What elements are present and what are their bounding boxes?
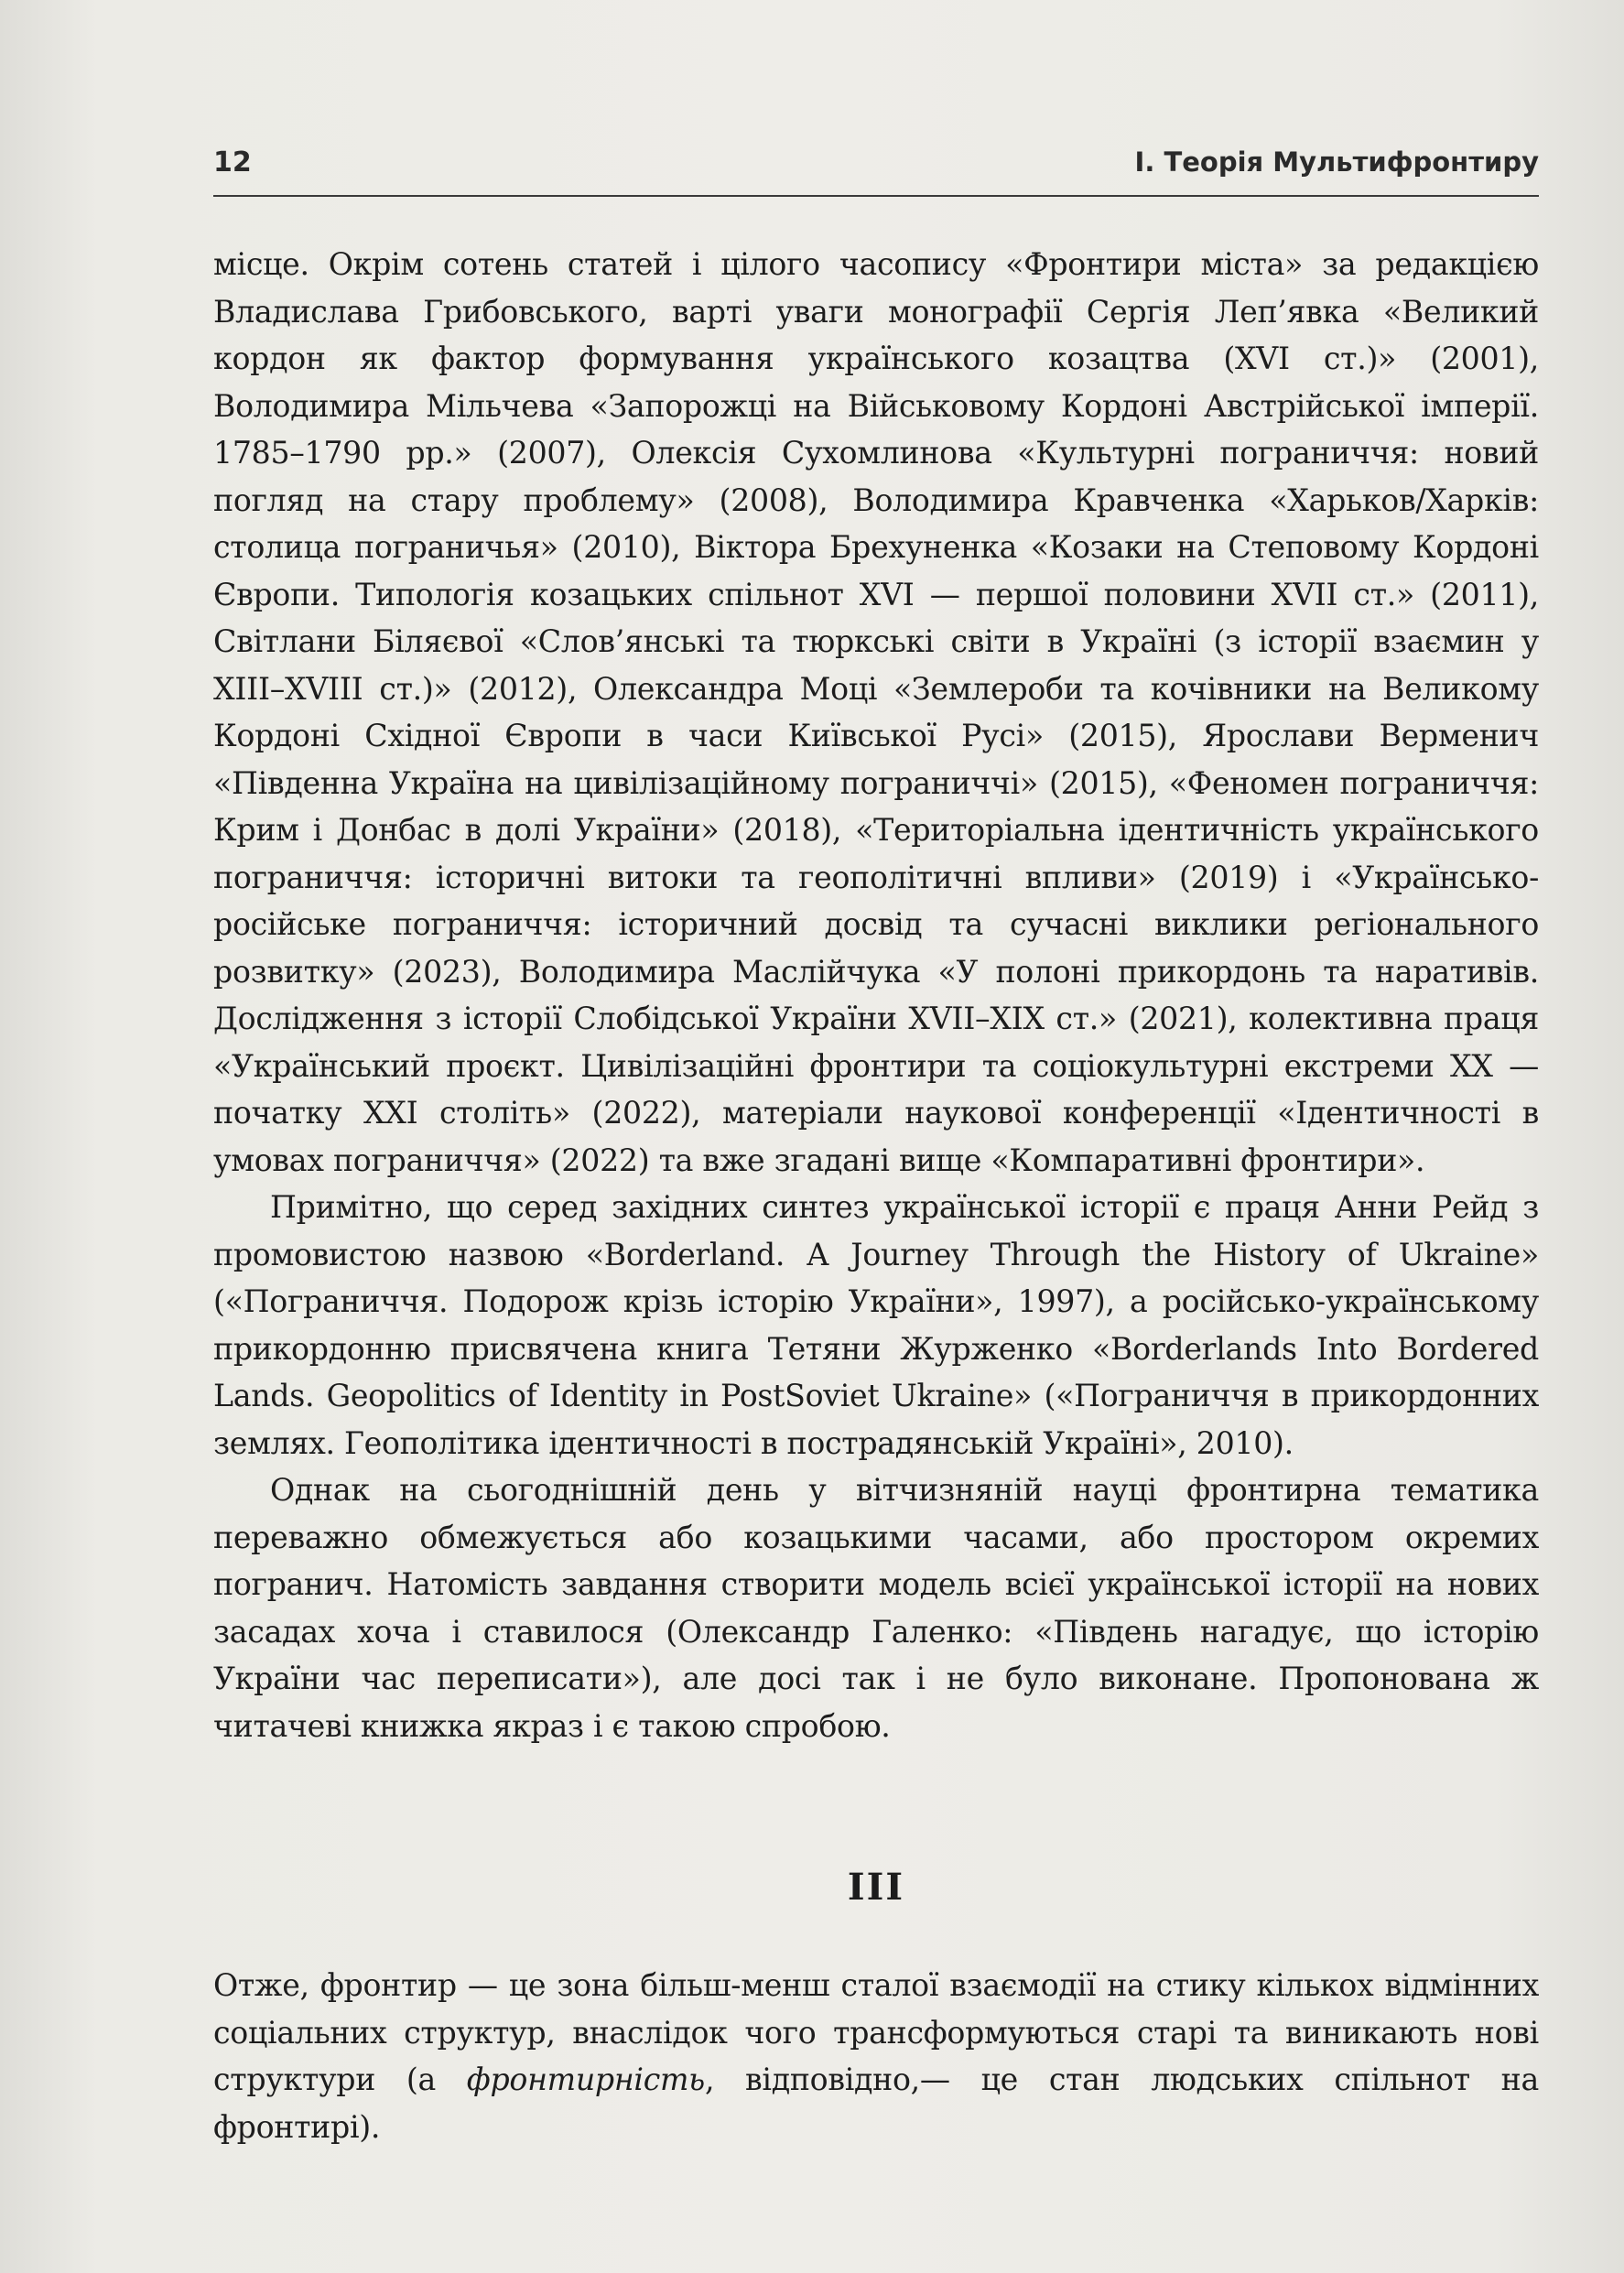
definition-text-start: Отже, фронтир — це зона більш-менш сталої взаємодії на стику кількох відмінних соціальних структур, внаслідок чого трансформуються старі та виникають нові структури (а	[213, 1967, 1539, 2097]
italic-term: фронтирність	[466, 2062, 705, 2097]
paragraph-continued: місце. Окрім сотень статей і цілого часопису «Фронтири міста» за редакцією Владислава Грибовського, варті уваги монографії Сергія Леп’явка «Великий кордон як фактор формування українського козацтва (XVI ст.)» (2001), Володимира Мільчева «Запорожці на Військовому Кордоні Австрійської імперії. 1785–1790 рр.» (2007), Олексія Сухомлинова «Культурні пограниччя: новий погляд на стару проблему» (2008), Володимира Кравченка «Харьков/Харків: столица пограничья» (2010), Віктора Брехуненка «Козаки на Степовому Кордоні Європи. Типологія козацьких спільнот XVI — першої половини XVII ст.» (2011), Світлани Біляєвої «Слов’янські та тюркські світи в Україні (з історії взаємин у XIII–XVIII ст.)» (2012), Олександра Моці «Землероби та кочівники на Великому Кордоні Східної Європи в часи Київської Русі» (2015), Ярослави Верменич «Південна Україна на цивілізаційному пограниччі» (2015), «Феномен пограниччя: Крим і Донбас в долі України» (2018), «Територіальна ідентичність українського пограниччя: історичні витоки та геополітичні впливи» (2019) і «Українсько-російське пограниччя: історичний досвід та сучасні виклики регіонального розвитку» (2023), Володимира Маслійчука «У полоні прикордонь та наративів. Дослідження з історії Слобідської України XVII–XIX ст.» (2021), колективна праця «Український проєкт. Цивілізаційні фронтири та соціокультурні екстреми XX — початку XXI століть» (2022), матеріали наукової конференції «Ідентичності в умовах пограниччя» (2022) та вже згадані вище «Компаративні фронтири».	[213, 246, 1539, 1178]
section-heading: III	[847, 1866, 905, 1909]
page-number: 12	[213, 146, 252, 179]
section-body	[213, 1962, 1539, 2150]
running-title: І. Теорія Мультифронтиру	[1134, 146, 1539, 178]
paragraph-western-syntheses: Примітно, що серед західних синтез української історії є праця Анни Рейд з промовистою назвою «Borderland. A Journey Through the History of Ukraine» («Пограниччя. Подорож крізь історію України», 1997), а російсько-українському прикордонню присвячена книга Тетяни Журженко «Borderlands Into Bordered Lands. Geopolitics of Identity in PostSoviet Ukraine» («Пограниччя в прикордонних землях. Геополітика ідентичності в пострадянській Україні», 2010).	[213, 1189, 1539, 1461]
body-text	[213, 241, 1539, 1749]
header-rule	[213, 195, 1539, 197]
definition-text-end: , відповідно,— це стан людських спільнот на фронтирі).	[213, 2062, 1539, 2145]
page-header	[213, 146, 1539, 194]
paragraph-domestic-science: Однак на сьогоднішній день у вітчизняній науці фронтирна тематика переважно обмежується або козацькими часами, або простором окремих погранич. Натомість завдання створити модель всієї української історії на нових засадах хоча і ставилося (Олександр Галенко: «Південь нагадує, що історію України час переписати»), але досі так і не було виконане. Пропонована ж читачеві книжка якраз і є такою спробою.	[213, 1472, 1539, 1744]
frontier-definition-paragraph	[213, 1962, 1539, 2150]
